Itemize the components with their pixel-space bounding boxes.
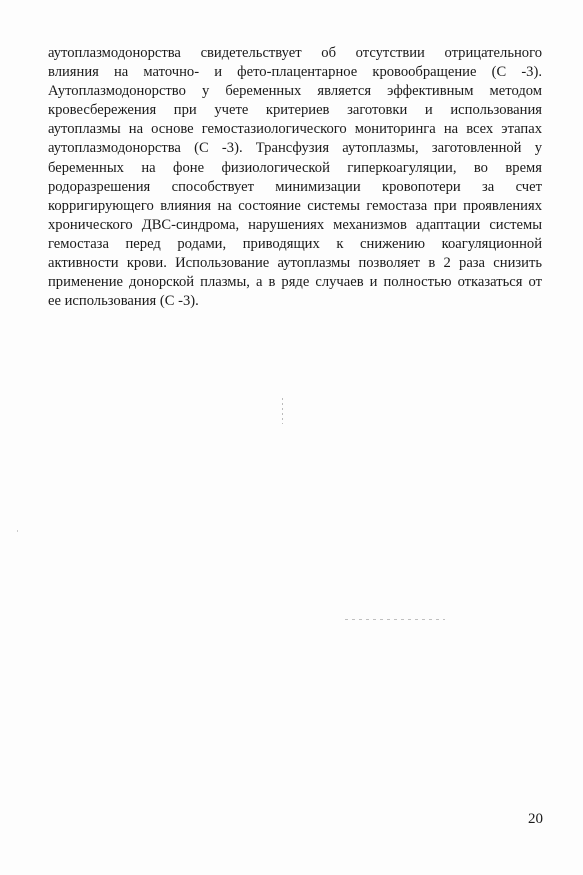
scan-artifact — [282, 398, 283, 424]
text-line: аутоплазмодонорства (С -3). Трансфузия аутоплазмы, заготовленной у — [48, 140, 542, 157]
text-line: Аутоплазмодонорство у беременных является эффективным методом — [48, 83, 542, 100]
text-line: аутоплазмодонорства свидетельствует об отсутствии отрицательного — [48, 45, 542, 61]
text-line: родоразрешения способствует минимизации кровопотери за счет — [48, 178, 542, 195]
text-line: влияния на маточно- и фето-плацентарное кровообращение (С -3). — [48, 64, 542, 81]
text-line: хронического ДВС-синдрома, нарушениях механизмов адаптации системы — [48, 216, 542, 233]
scan-artifact — [345, 619, 445, 620]
text-line: гемостаза перед родами, приводящих к снижению коагуляционной — [48, 235, 542, 252]
body-paragraph — [48, 44, 542, 311]
text-line: беременных на фоне физиологической гиперкоагуляции, во время — [48, 159, 542, 176]
text-line: кровесбережения при учете критериев заготовки и использования — [48, 102, 542, 119]
text-line: активности крови. Использование аутоплазмы позволяет в 2 раза снизить — [48, 255, 542, 272]
page-number: 20 — [528, 811, 543, 827]
text-line: применение донорской плазмы, а в ряде случаев и полностью отказаться от — [48, 274, 542, 291]
text-line: корригирующего влияния на состояние системы гемостаза при проявлениях — [48, 197, 542, 214]
scan-artifact — [17, 530, 18, 532]
text-line: аутоплазмы на основе гемостазиологического мониторинга на всех этапах — [48, 121, 542, 138]
text-line: ее использования (С -3). — [48, 293, 199, 310]
